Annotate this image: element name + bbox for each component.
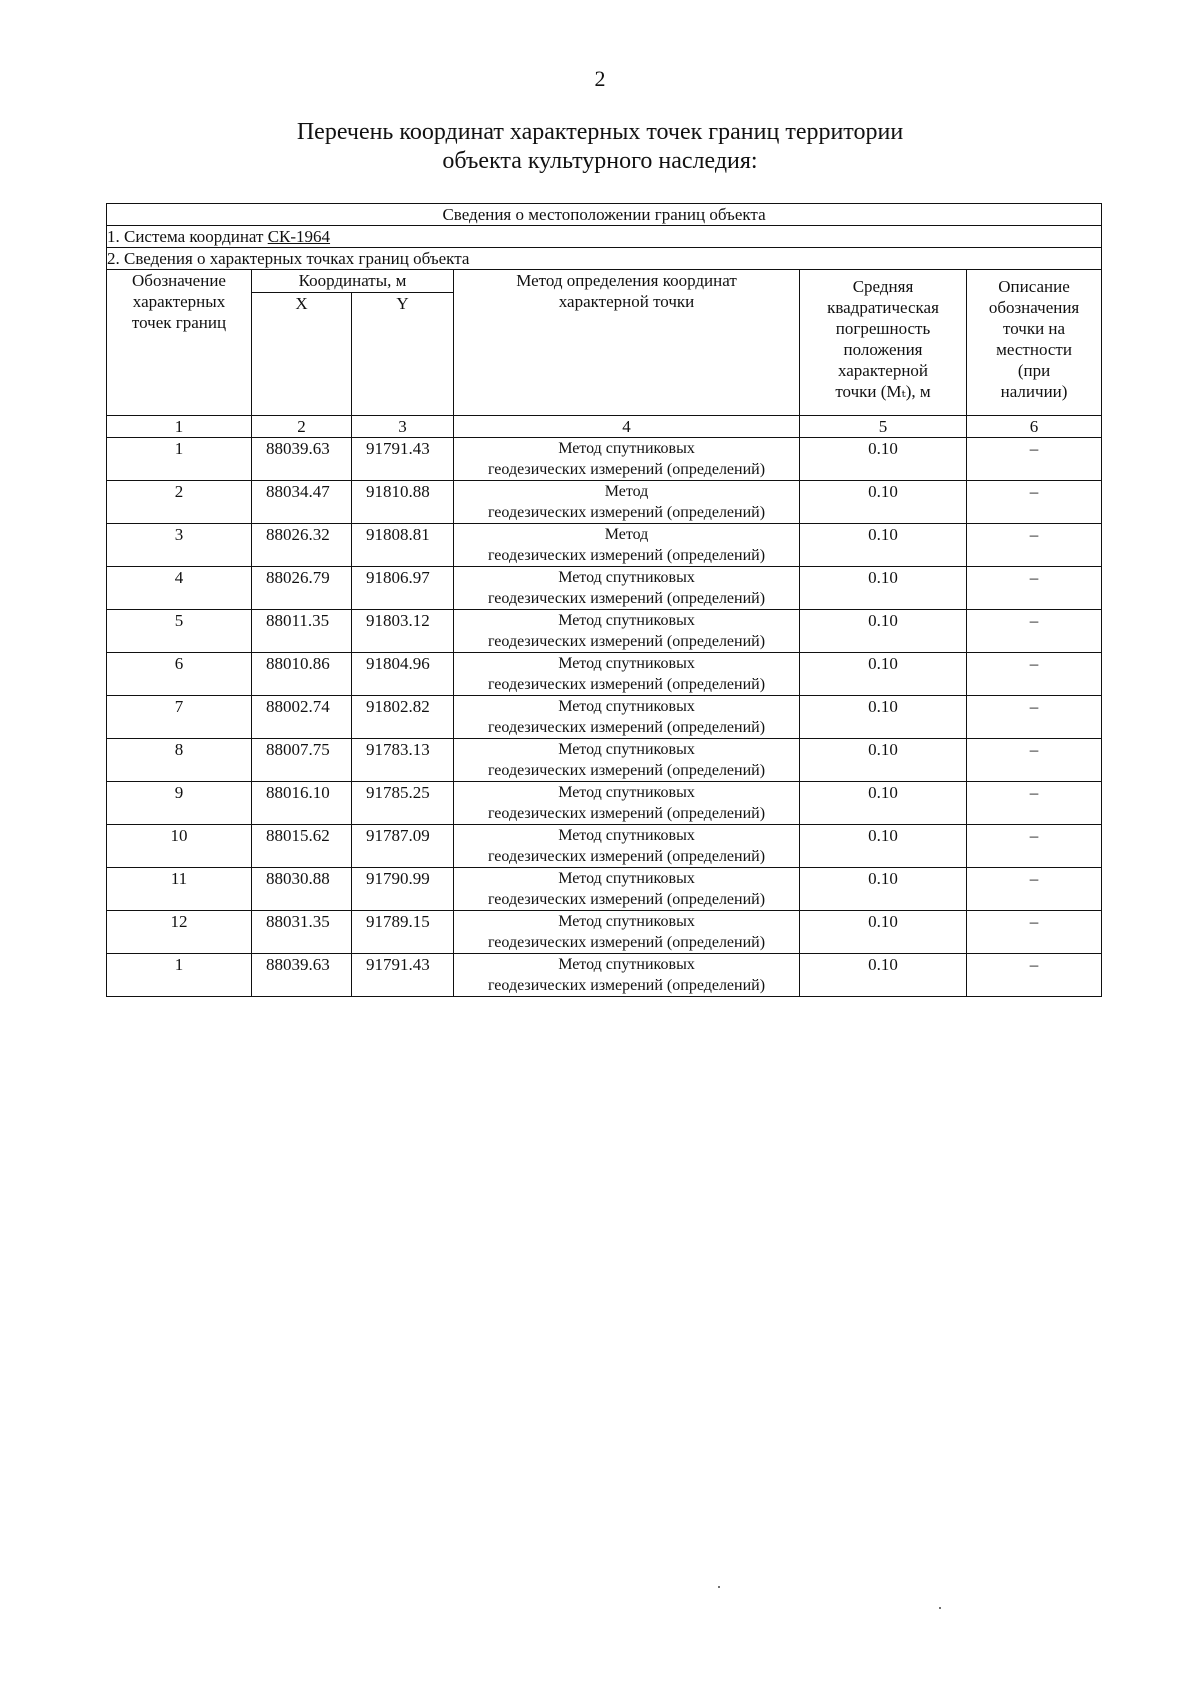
y-coordinate-cell: 91785.25 [352, 782, 454, 825]
scan-speck [939, 1607, 941, 1609]
header-line: наличии) [1000, 382, 1068, 401]
y-coordinate-cell: 91810.88 [352, 481, 454, 524]
y-coordinate-cell: 91791.43 [352, 438, 454, 481]
method-line: геодезических измерений (определений) [487, 633, 766, 650]
x-coordinate-cell: 88002.74 [252, 696, 352, 739]
col-error-header [800, 270, 967, 416]
header-line: точки (Mₜ), м [835, 382, 931, 401]
method-line: геодезических измерений (определений) [487, 848, 766, 865]
x-coordinate-cell: 88007.75 [252, 739, 352, 782]
method-cell [454, 696, 800, 739]
x-coordinate-cell: 88039.63 [252, 954, 352, 997]
col-y-header: Y [352, 293, 454, 416]
error-cell: 0.10 [800, 567, 967, 610]
error-cell: 0.10 [800, 610, 967, 653]
y-coordinate-cell: 91789.15 [352, 911, 454, 954]
y-coordinate-cell: 91787.09 [352, 825, 454, 868]
method-line: геодезических измерений (определений) [487, 461, 766, 478]
header-line: квадратическая [827, 298, 939, 317]
point-number-cell: 5 [107, 610, 252, 653]
method-line: Метод спутниковых [558, 870, 695, 887]
error-cell: 0.10 [800, 954, 967, 997]
method-line: геодезических измерений (определений) [487, 977, 766, 994]
y-coordinate-cell: 91790.99 [352, 868, 454, 911]
x-coordinate-cell: 88039.63 [252, 438, 352, 481]
method-line: геодезических измерений (определений) [487, 934, 766, 951]
point-number-cell: 10 [107, 825, 252, 868]
error-cell: 0.10 [800, 911, 967, 954]
method-cell [454, 868, 800, 911]
method-line: Метод спутниковых [558, 612, 695, 629]
header-line: положения [843, 340, 923, 359]
y-coordinate-cell: 91802.82 [352, 696, 454, 739]
table-row [107, 868, 1102, 911]
table-row [107, 610, 1102, 653]
point-number-cell: 7 [107, 696, 252, 739]
header-line: обозначения [988, 298, 1080, 317]
method-line: геодезических измерений (определений) [487, 504, 766, 521]
table-row [107, 739, 1102, 782]
description-cell: – [967, 825, 1102, 868]
point-number-cell: 3 [107, 524, 252, 567]
error-cell: 0.10 [800, 782, 967, 825]
column-number: 6 [967, 416, 1102, 438]
col-x-header: X [252, 293, 352, 416]
description-cell: – [967, 782, 1102, 825]
document-title-line-2: объекта культурного наследия: [442, 148, 758, 174]
error-cell: 0.10 [800, 825, 967, 868]
method-line: геодезических измерений (определений) [487, 891, 766, 908]
table-row [107, 696, 1102, 739]
description-cell: – [967, 911, 1102, 954]
method-cell [454, 825, 800, 868]
description-cell: – [967, 739, 1102, 782]
column-number: 5 [800, 416, 967, 438]
method-cell [454, 481, 800, 524]
header-line: Описание [998, 277, 1070, 296]
description-cell: – [967, 524, 1102, 567]
coordinate-system-cell [107, 226, 1102, 248]
x-coordinate-cell: 88010.86 [252, 653, 352, 696]
point-number-cell: 8 [107, 739, 252, 782]
point-number-cell: 9 [107, 782, 252, 825]
y-coordinate-cell: 91804.96 [352, 653, 454, 696]
method-cell [454, 739, 800, 782]
column-number: 3 [352, 416, 454, 438]
error-cell: 0.10 [800, 524, 967, 567]
method-cell [454, 653, 800, 696]
table-row [107, 481, 1102, 524]
header-line: Средняя [852, 277, 914, 296]
point-number-cell: 1 [107, 438, 252, 481]
x-coordinate-cell: 88026.79 [252, 567, 352, 610]
description-cell: – [967, 696, 1102, 739]
header-line: точки на [1003, 319, 1066, 338]
document-title-line-1: Перечень координат характерных точек границ территории [296, 119, 904, 145]
scan-speck [718, 1586, 720, 1588]
header-line: местности [996, 340, 1072, 359]
table-row [107, 438, 1102, 481]
coordinate-system-label: 1. Система координат [107, 227, 268, 246]
method-line: Метод [604, 526, 649, 543]
description-cell: – [967, 954, 1102, 997]
method-line: Метод спутниковых [558, 913, 695, 930]
error-cell: 0.10 [800, 653, 967, 696]
method-cell [454, 610, 800, 653]
x-coordinate-cell: 88011.35 [252, 610, 352, 653]
method-cell [454, 524, 800, 567]
table-row [107, 911, 1102, 954]
point-number-cell: 1 [107, 954, 252, 997]
method-line: Метод [604, 483, 649, 500]
column-number-row [107, 416, 1102, 438]
y-coordinate-cell: 91803.12 [352, 610, 454, 653]
x-coordinate-cell: 88031.35 [252, 911, 352, 954]
method-line: геодезических измерений (определений) [487, 719, 766, 736]
y-coordinate-cell: 91783.13 [352, 739, 454, 782]
header-line: (при [1017, 361, 1051, 380]
method-line: Метод спутниковых [558, 741, 695, 758]
error-cell: 0.10 [800, 481, 967, 524]
table-row [107, 653, 1102, 696]
y-coordinate-cell: 91791.43 [352, 954, 454, 997]
header-line: характерной [837, 361, 929, 380]
column-number: 4 [454, 416, 800, 438]
header-caption-row [107, 204, 1102, 226]
table-row [107, 567, 1102, 610]
coordinates-table [106, 203, 1102, 997]
x-coordinate-cell: 88034.47 [252, 481, 352, 524]
method-line: Метод спутниковых [558, 956, 695, 973]
method-line: Метод спутниковых [558, 569, 695, 586]
method-cell [454, 438, 800, 481]
method-line: Метод спутниковых [558, 784, 695, 801]
method-cell [454, 567, 800, 610]
column-number: 2 [252, 416, 352, 438]
point-number-cell: 11 [107, 868, 252, 911]
points-section-label: 2. Сведения о характерных точках границ объекта [107, 248, 1102, 270]
description-cell: – [967, 653, 1102, 696]
method-line: геодезических измерений (определений) [487, 547, 766, 564]
method-line: Метод спутниковых [558, 827, 695, 844]
error-cell: 0.10 [800, 739, 967, 782]
x-coordinate-cell: 88015.62 [252, 825, 352, 868]
description-cell: – [967, 868, 1102, 911]
error-cell: 0.10 [800, 696, 967, 739]
method-line: Метод спутниковых [558, 440, 695, 457]
point-number-cell: 6 [107, 653, 252, 696]
description-cell: – [967, 567, 1102, 610]
col-method-header: Метод определения координат характерной точки [454, 270, 800, 416]
table-row [107, 782, 1102, 825]
y-coordinate-cell: 91808.81 [352, 524, 454, 567]
point-number-cell: 2 [107, 481, 252, 524]
point-number-cell: 12 [107, 911, 252, 954]
method-cell [454, 911, 800, 954]
method-line: геодезических измерений (определений) [487, 805, 766, 822]
document-title [0, 118, 1200, 176]
method-line: Метод спутниковых [558, 698, 695, 715]
col-designation-header: Обозначение характерных точек границ [107, 270, 252, 416]
method-cell [454, 954, 800, 997]
column-number: 1 [107, 416, 252, 438]
description-cell: – [967, 481, 1102, 524]
y-coordinate-cell: 91806.97 [352, 567, 454, 610]
method-cell [454, 782, 800, 825]
points-section-row [107, 248, 1102, 270]
x-coordinate-cell: 88026.32 [252, 524, 352, 567]
x-coordinate-cell: 88030.88 [252, 868, 352, 911]
coordinate-system-value: СК-1964 [267, 227, 331, 246]
point-number-cell: 4 [107, 567, 252, 610]
error-cell: 0.10 [800, 438, 967, 481]
column-header-row [107, 270, 1102, 293]
table-row [107, 954, 1102, 997]
header-line: погрешность [835, 319, 931, 338]
page-number: 2 [594, 66, 606, 91]
x-coordinate-cell: 88016.10 [252, 782, 352, 825]
coordinate-system-row [107, 226, 1102, 248]
method-line: геодезических измерений (определений) [487, 676, 766, 693]
table-row [107, 524, 1102, 567]
method-line: Метод спутниковых [558, 655, 695, 672]
col-description-header [967, 270, 1102, 416]
description-cell: – [967, 438, 1102, 481]
method-line: геодезических измерений (определений) [487, 590, 766, 607]
header-caption: Сведения о местоположении границ объекта [107, 204, 1102, 226]
col-coordinates-header: Координаты, м [252, 270, 454, 293]
method-line: геодезических измерений (определений) [487, 762, 766, 779]
description-cell: – [967, 610, 1102, 653]
table-row [107, 825, 1102, 868]
error-cell: 0.10 [800, 868, 967, 911]
